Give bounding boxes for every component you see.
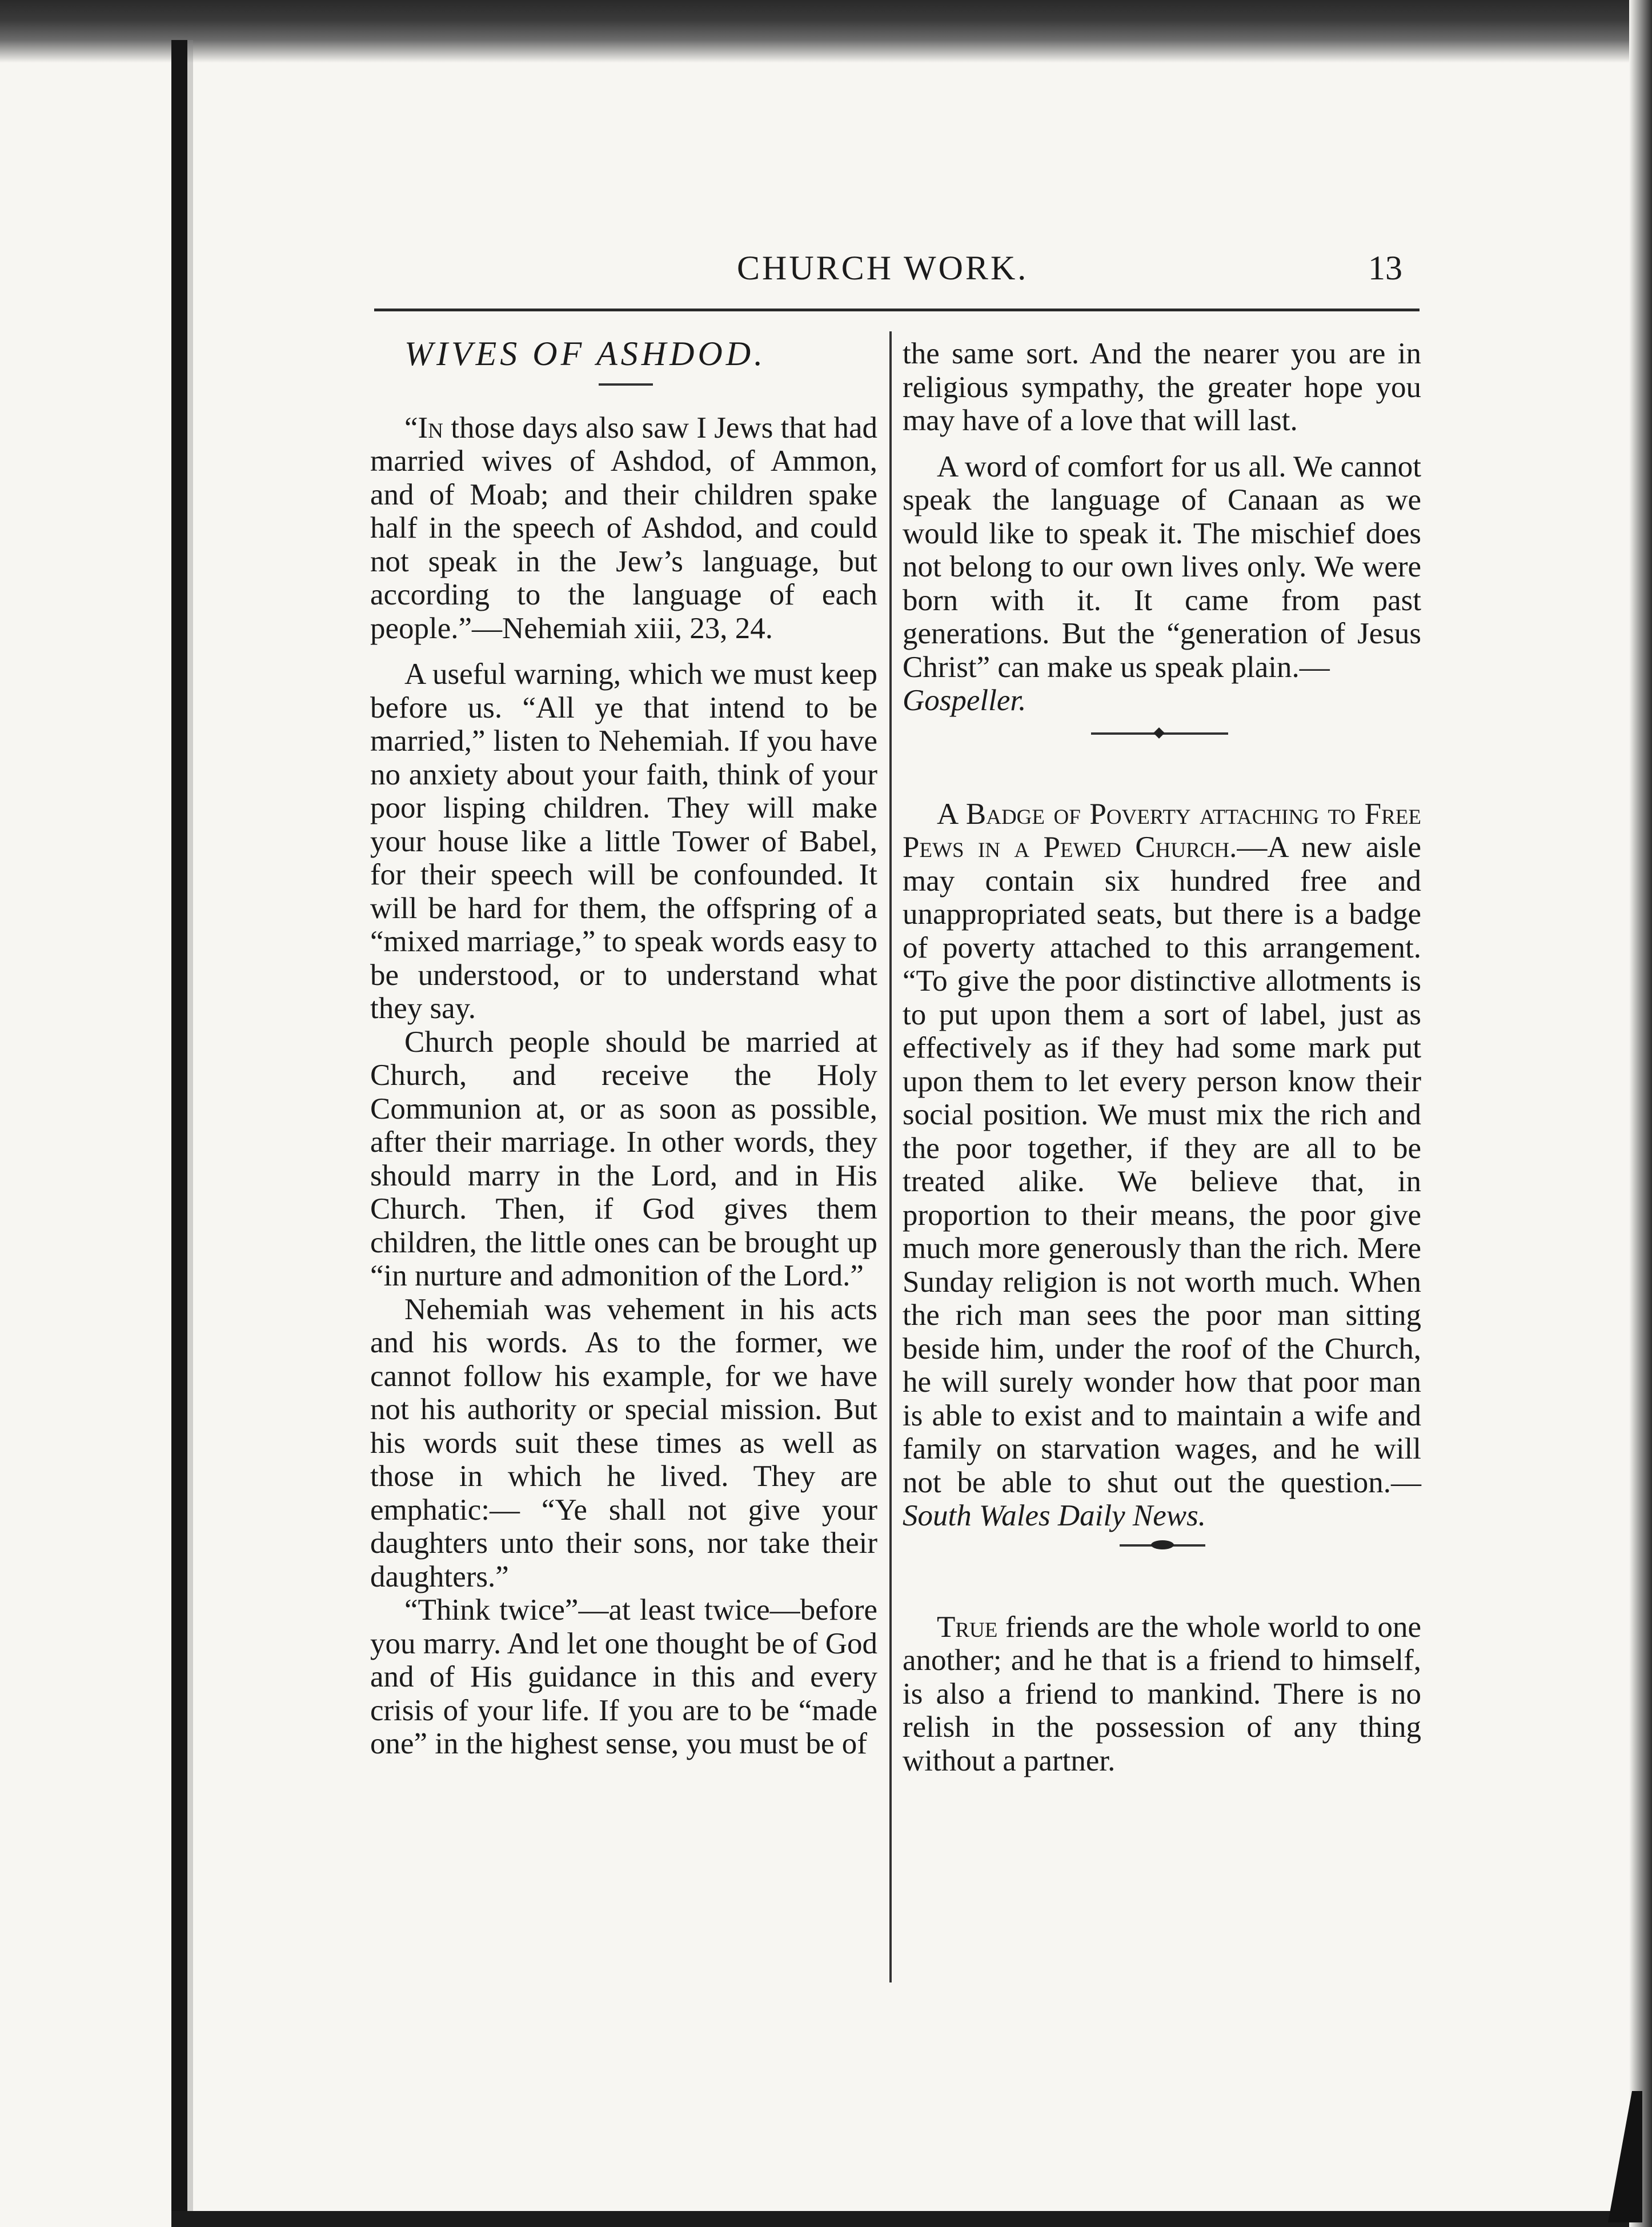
article-heading: A Badge of Poverty attaching to Free Pews in a Pewed Church. [903, 797, 1421, 864]
page-number: 13 [1368, 249, 1402, 287]
page-corner-shadow [1608, 2091, 1642, 2222]
title-dash [599, 383, 653, 386]
page-bottom-edge [171, 2211, 1652, 2227]
source-citation: Gospeller. [903, 684, 1027, 717]
source-citation: South Wales Daily News. [903, 1499, 1206, 1532]
paragraph: Church people should be married at Church, and receive the Holy Communion at, or as soon as possible, after their marriage. In other words, they should marry in the Lord, and in His Church. Then, if God gives them children, the little ones can be brought up “in nurture and admonition of the Lord.” [370, 1025, 877, 1292]
running-head: CHURCH WORK. [737, 249, 1029, 287]
left-column [370, 337, 877, 1761]
section-separator [1091, 732, 1228, 735]
article-paragraph: True friends are the whole world to one another; and he that is a friend to himself, is also a friend to mankind. There is no relish in the possession of any thing without a partner. [903, 1610, 1421, 1777]
column-divider [889, 331, 892, 1982]
paragraph-continued: the same sort. And the nearer you are in religious sympathy, the greater hope you may have of a love that will last. [903, 337, 1421, 437]
scripture-quote: “In those days also saw I Jews that had married wives of Ashdod, of Ammon, and of Moab; and their children spake half in the speech of Ashdod, and could not speak in the Jew’s language, but according to the language of each people.”—Nehemiah xiii, 23, 24. [370, 411, 877, 645]
ornament-separator [1120, 1544, 1205, 1547]
right-column [903, 337, 1421, 1777]
binding-shadow [187, 40, 193, 2211]
dropcap-word: True [937, 1610, 998, 1644]
page-binding-edge [171, 40, 187, 2211]
page-right-edge [1629, 0, 1652, 2227]
paragraph: A word of comfort for us all. We cannot speak the language of Canaan as we would like to speak it. The mischief does not belong to our own lives only. We were born with it. It came from past generations. But the “generation of Jesus Christ” can make us speak plain.— [903, 450, 1421, 684]
dropcap-word: “In [404, 411, 443, 444]
paragraph: A useful warning, which we must keep before us. “All ye that intend to be married,” listen to Nehemiah. If you have no anxiety about your faith, think of your poor lisping children. They will make your house like a little Tower of Babel, for their speech will be confounded. It will be hard for them, the offspring of a “mixed marriage,” to speak words easy to be understood, or to understand what they say. [370, 658, 877, 1025]
article-title: WIVES OF ASHDOD. [404, 335, 767, 372]
article-paragraph: A Badge of Poverty attaching to Free Pews in a Pewed Church.—A new aisle may contain six hundred free and unappropriated seats, but there is a badge of poverty attached to this arrangement. “To give the poor distinctive allotments is to put upon them a sort of label, just as effectively as if they had some mark put upon them to let every person know their social position. We must mix the rich and the poor together, if they are all to be treated alike. We believe that, in proportion to their means, the poor give much more generously than the rich. Mere Sunday religion is not worth much. When the rich man sees the poor man sitting beside him, under the roof of the Church, he will surely wonder how that poor man is able to exist and to maintain a wife and family on starvation wages, and he will not be able to shut out the question.—South Wales Daily News. [903, 797, 1421, 1532]
page-top-edge [0, 0, 1652, 63]
paragraph: “Think twice”—at least twice—before you marry. And let one thought be of God and of His guidance in this and every crisis of your life. If you are to be “made one” in the highest sense, you must be of [370, 1593, 877, 1760]
header-rule [374, 309, 1420, 311]
paragraph: Nehemiah was vehement in his acts and his words. As to the former, we cannot follow his example, for we have not his authority or special mission. But his words suit these times as well as those in which he lived. They are emphatic:— “Ye shall not give your daughters unto their sons, nor take their daughters.” [370, 1292, 877, 1593]
